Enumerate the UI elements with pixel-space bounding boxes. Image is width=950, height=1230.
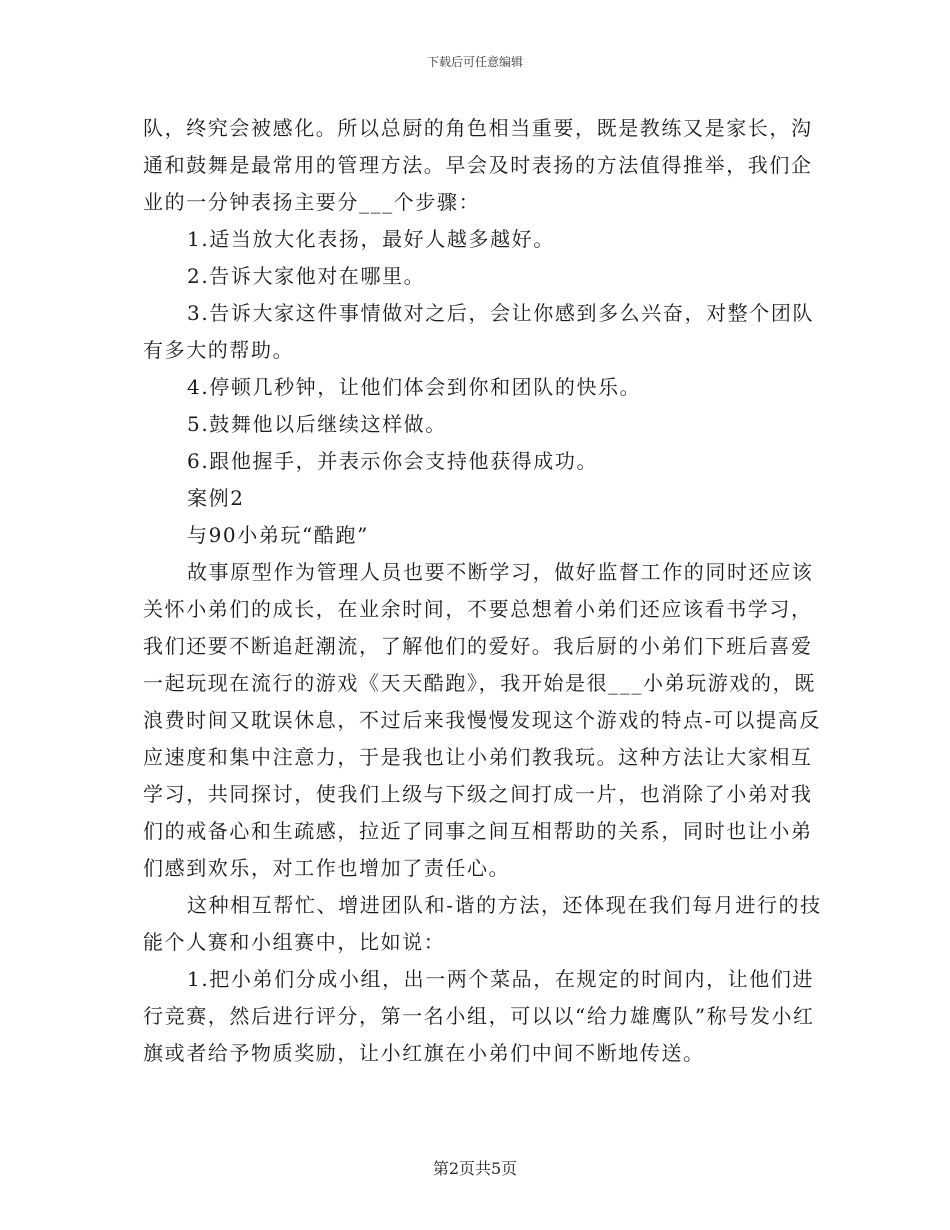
- list-item: 3.告诉大家这件事情做对之后，会让你感到多么兴奋，对整个团队有多大的帮助。: [143, 301, 815, 362]
- list-item: 5.鼓舞他以后继续这样做。: [187, 412, 447, 436]
- paragraph: 故事原型作为管理人员也要不断学习，做好监督工作的同时还应该关怀小弟们的成长，在业余时间，不要总想着小弟们还应该看书学习，我们还要不断追赶潮流，了解他们的爱好。我后厨的小弟们下班后喜爱一起玩现在流行的游戏《天天酷跑》，我开始是很___小弟玩游戏的，既浪费时间又耽误休息，不过后来我慢慢发现这个游戏的特点-可以提高反应速度和集中注意力，于是我也让小弟们教我玩。这种方法让大家相互学习，共同探讨，使我们上级与下级之间打成一片，也消除了小弟对我们的戒备心和生疏感，拉近了同事之间互相帮助的关系，同时也让小弟们感到欢乐，对工作也增加了责任心。: [143, 560, 821, 880]
- case-title: 与90小弟玩“酷跑”: [187, 523, 369, 547]
- page-footer: 第2页共5页: [432, 1159, 518, 1178]
- list-item: 2.告诉大家他对在哪里。: [187, 264, 426, 288]
- page-header: 下载后可任意编辑: [426, 55, 523, 69]
- document-body: [143, 110, 823, 1072]
- paragraph: 这种相互帮忙、增进团队和-谐的方法，还体现在我们每月进行的技能个人赛和小组赛中，比如说：: [143, 893, 822, 954]
- list-item: 1.适当放大化表扬，最好人越多越好。: [187, 227, 555, 251]
- case-heading: 案例2: [187, 486, 245, 510]
- paragraph: 队，终究会被感化。所以总厨的角色相当重要，既是教练又是家长，沟通和鼓舞是最常用的管理方法。早会及时表扬的方法值得推举，我们企业的一分钟表扬主要分___个步骤：: [143, 116, 813, 214]
- list-item: 4.停顿几秒钟，让他们体会到你和团队的快乐。: [187, 375, 642, 399]
- list-item: 6.跟他握手，并表示你会支持他获得成功。: [187, 449, 599, 473]
- list-item: 1.把小弟们分成小组，出一两个菜品，在规定的时间内，让他们进行竞赛，然后进行评分，第一名小组，可以以“给力雄鹰队”称号发小红旗或者给予物质奖励，让小红旗在小弟们中间不断地传送。: [143, 967, 815, 1065]
